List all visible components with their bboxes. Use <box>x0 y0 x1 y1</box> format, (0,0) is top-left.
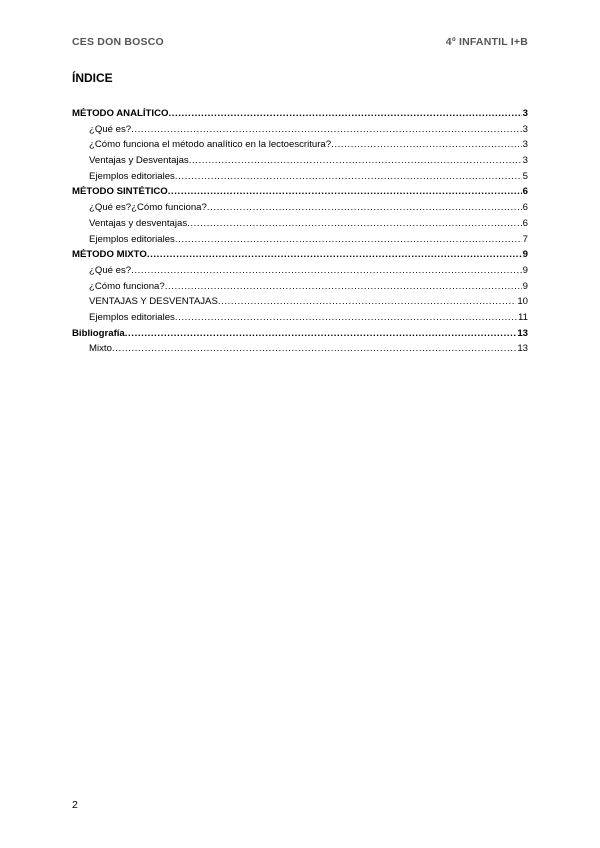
toc-subsection-entry[interactable] <box>72 281 528 297</box>
header-course-name: 4º INFANTIL I+B <box>445 36 528 48</box>
toc-entry-page: 10 <box>517 296 528 308</box>
page-header <box>72 36 528 52</box>
toc-dot-leader <box>168 186 522 197</box>
toc-subsection-entry[interactable] <box>72 202 528 218</box>
toc-entry-label: ¿Cómo funciona? <box>89 280 165 292</box>
toc-dot-leader <box>112 343 516 354</box>
toc-dot-leader <box>187 218 522 229</box>
toc-dot-leader <box>331 139 522 150</box>
toc-entry-page: 9 <box>522 280 528 292</box>
toc-subsection-entry[interactable] <box>72 155 528 171</box>
toc-entry-label: ¿Qué es? <box>89 264 132 276</box>
toc-entry-page: 11 <box>518 311 528 323</box>
toc-dot-leader <box>147 249 522 260</box>
toc-entry-label: MÉTODO MIXTO <box>72 249 147 261</box>
toc-entry-label: Bibliografía <box>72 327 125 339</box>
toc-dot-leader <box>207 202 522 213</box>
toc-entry-page: 3 <box>522 139 528 151</box>
toc-entry-label: Ventajas y desventajas <box>89 217 188 229</box>
toc-entry-label: Ejemplos editoriales <box>89 233 175 245</box>
toc-entry-page: 3 <box>522 108 528 119</box>
toc-entry-label: MÉTODO SINTÉTICO <box>72 186 168 198</box>
toc-subsection-entry[interactable] <box>72 139 528 155</box>
page-number: 2 <box>72 799 78 811</box>
index-title: ÍNDICE <box>72 71 113 85</box>
toc-dot-leader <box>175 234 522 245</box>
toc-entry-page: 9 <box>522 249 528 261</box>
toc-subsection-entry[interactable] <box>72 234 528 250</box>
toc-entry-label: Mixto <box>89 343 112 355</box>
toc-entry-label: MÉTODO ANALÍTICO <box>72 108 169 119</box>
toc-dot-leader <box>131 124 522 135</box>
toc-dot-leader <box>175 312 517 323</box>
toc-entry-label: ¿Qué es? <box>89 123 132 135</box>
toc-entry-label: ¿Qué es?¿Cómo funciona? <box>89 202 207 214</box>
toc-entry-page: 3 <box>522 123 528 135</box>
toc-entry-page: 5 <box>522 170 528 182</box>
toc-dot-leader <box>168 108 521 119</box>
toc-subsection-entry[interactable] <box>72 343 528 359</box>
toc-section-entry[interactable] <box>72 328 528 344</box>
toc-subsection-entry[interactable] <box>72 218 528 234</box>
toc-entry-page: 6 <box>522 186 528 198</box>
header-school-name: CES DON BOSCO <box>72 36 164 48</box>
table-of-contents <box>72 108 528 359</box>
toc-dot-leader <box>218 296 516 307</box>
toc-entry-page: 6 <box>522 202 528 214</box>
toc-entry-label: Ejemplos editoriales <box>89 311 175 323</box>
toc-subsection-entry[interactable] <box>72 296 528 312</box>
toc-entry-label: Ejemplos editoriales <box>89 170 175 182</box>
toc-entry-label: ¿Cómo funciona el método analítico en la lectoescritura? <box>89 139 332 151</box>
toc-entry-page: 3 <box>522 155 528 167</box>
toc-subsection-entry[interactable] <box>72 171 528 187</box>
toc-subsection-entry[interactable] <box>72 124 528 140</box>
toc-section-entry[interactable] <box>72 186 528 202</box>
toc-entry-label: VENTAJAS Y DESVENTAJAS <box>89 296 218 308</box>
toc-dot-leader <box>125 328 517 339</box>
toc-subsection-entry[interactable] <box>72 312 528 328</box>
toc-entry-page: 7 <box>522 233 528 245</box>
toc-dot-leader <box>165 281 522 292</box>
toc-entry-page: 13 <box>517 343 528 355</box>
toc-entry-page: 9 <box>522 264 528 276</box>
toc-section-entry[interactable] <box>72 108 528 124</box>
toc-dot-leader <box>175 171 522 182</box>
toc-section-entry[interactable] <box>72 249 528 265</box>
toc-dot-leader <box>189 155 522 166</box>
toc-subsection-entry[interactable] <box>72 265 528 281</box>
toc-entry-page: 13 <box>517 327 528 339</box>
toc-entry-label: Ventajas y Desventajas <box>89 155 189 167</box>
toc-dot-leader <box>131 265 522 276</box>
toc-entry-page: 6 <box>522 217 528 229</box>
